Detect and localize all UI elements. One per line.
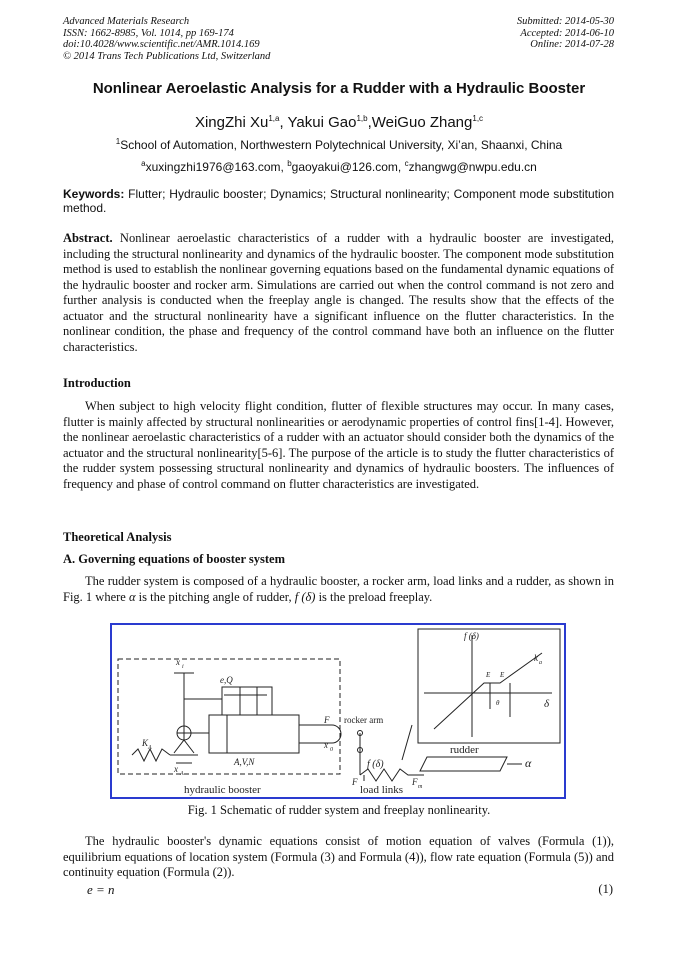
author-sup: 1,c	[472, 114, 484, 123]
author-sup: 1,a	[268, 114, 280, 123]
journal-doi: doi:10.4028/www.scientific.net/AMR.1014.169	[63, 39, 260, 50]
affiliation-text: School of Automation, Northwestern Polytechnical University, Xi’an, Shaanxi, China	[120, 138, 563, 152]
submitted-date: Submitted: 2014-05-30	[516, 16, 614, 27]
label-hydraulic-booster: hydraulic booster	[184, 784, 261, 796]
figure-caption: Fig. 1 Schematic of rudder system and freeplay nonlinearity.	[187, 803, 491, 817]
email-list	[0, 160, 678, 174]
graph-e1: E	[486, 671, 491, 679]
online-date: Online: 2014-07-28	[530, 39, 614, 50]
email-link[interactable]: xuxingzhi1976@163.com,	[145, 160, 288, 174]
label-fdelta: f (δ)	[367, 759, 384, 770]
label-F: F	[324, 715, 330, 725]
author-sep: ,	[279, 114, 288, 131]
abstract-label: Abstract.	[63, 231, 113, 245]
theory-text: is the preload freeplay.	[315, 589, 433, 604]
abstract	[63, 231, 614, 355]
author-sup: 1,b	[356, 114, 368, 123]
label-xi: x	[176, 657, 180, 667]
author-sep: ,	[367, 114, 372, 131]
label-load-links: load links	[360, 784, 404, 796]
email-sup: a	[141, 159, 146, 168]
graph-ka-sub: a	[539, 660, 542, 666]
affiliation-sup: 1	[115, 137, 121, 146]
label-xi-sub: i	[182, 664, 184, 670]
label-x0-sub: 0	[330, 747, 333, 753]
paper-title: Nonlinear Aeroelastic Analysis for a Rudder with a Hydraulic Booster	[92, 80, 586, 97]
label-rudder: rudder	[450, 744, 479, 756]
abstract-text: Nonlinear aeroelastic characteristics of a rudder with a hydraulic booster are investigated, including the structural nonlinearity and dynamics of the hydraulic booster. The component mode substitution method is used to establish the nonlinear governing equations based on the fundamental dynamic equations of the hydraulic booster and rocker arm. Simulations are carried out when the control command is not zero and further analysis is conducted when the freeplay angle is changed. The results show that the effects of the actuator and the structural nonlinearity have a significant influence on the flutter characteristics. In the nonlinear condition, the phase and frequency of the control command have both an influence on the flutter characteristics.	[63, 231, 614, 354]
label-xa-sub: A	[180, 771, 184, 777]
label-x0: x	[324, 740, 328, 750]
section-heading-theory: Theoretical Analysis	[63, 530, 172, 544]
label-avn: A,V,N	[234, 757, 255, 767]
freeplay-symbol: f (δ)	[294, 589, 316, 604]
equation-number: (1)	[598, 882, 613, 896]
graph-ka: k	[534, 653, 538, 663]
keywords-label: Keywords:	[63, 187, 125, 201]
submission-dates	[517, 16, 614, 51]
figure-1	[110, 623, 566, 799]
section-heading-introduction: Introduction	[63, 376, 131, 390]
graph-theta: θ	[496, 699, 500, 707]
journal-info	[63, 16, 270, 62]
graph-e2: E	[500, 671, 505, 679]
email-sup: b	[287, 159, 292, 168]
theory-paragraph-2: The hydraulic booster's dynamic equations consist of motion equation of valves (Formula (1)), equilibrium equations of location system (Formula (3) and Formula (4)), flow rate equation (Formula (5)) and continuity equation (Formula (2)).	[63, 834, 614, 879]
author-name: Yakui Gao	[287, 114, 357, 131]
author-name: WeiGuo Zhang	[371, 114, 473, 131]
keywords	[63, 187, 614, 215]
email-link[interactable]: zhangwg@nwpu.edu.cn	[408, 160, 537, 174]
label-xa: x	[174, 764, 178, 774]
theory-paragraph-1	[63, 574, 614, 605]
accepted-date: Accepted: 2014-06-10	[520, 27, 614, 39]
journal-issn: ISSN: 1662-8985, Vol. 1014, pp 169-174	[63, 27, 234, 39]
label-ka: K	[142, 738, 149, 748]
alpha-symbol: α	[128, 589, 136, 604]
label-alpha: α	[525, 756, 532, 770]
graph-delta: δ	[544, 698, 550, 710]
journal-name: Advanced Materials Research	[63, 16, 190, 27]
introduction-paragraph: When subject to high velocity flight condition, flutter of flexible structures may occur. In many cases, flutter is mainly affected by structural nonlinearities or aerodynamic properties of control fins[1-4]. However, the nonlinear aeroelastic characteristics of a rudder with an actuator should consider both the dynamics of the actuator and the structural nonlinearity[5-6]. The purpose of the article is to study the flutter characteristics of the rudder system possessing structural nonlinearity and dynamics of hydraulic boosters. The influences of frequency and phase of control command on flutter characteristics are investigated.	[63, 399, 614, 491]
label-eq: e,Q	[220, 675, 233, 685]
keywords-text: Flutter; Hydraulic booster; Dynamics; Structural nonlinearity; Component mode substitution method.	[63, 187, 614, 215]
subsection-heading: A. Governing equations of booster system	[63, 552, 285, 566]
journal-copyright: © 2014 Trans Tech Publications Ltd, Switzerland	[63, 50, 271, 62]
label-rocker-arm: rocker arm	[344, 715, 384, 725]
graph-title: f (δ)	[464, 631, 479, 641]
label-fm: F	[412, 777, 418, 787]
label-ka-sub: A	[148, 745, 152, 751]
theory-text: is the pitching angle of rudder,	[135, 589, 295, 604]
email-sup: c	[404, 159, 409, 168]
rudder-schematic	[112, 625, 564, 797]
equation-1: e = n	[87, 882, 115, 897]
author-list	[0, 114, 678, 131]
theory-text: The rudder system is composed of a hydraulic booster, a rocker arm, load links and a rudder, as shown in Fig. 1 where	[63, 574, 614, 604]
author-name: XingZhi Xu	[194, 114, 269, 131]
label-fm-sub: m	[418, 784, 423, 790]
affiliation	[0, 138, 678, 152]
email-link[interactable]: gaoyakui@126.com,	[291, 160, 405, 174]
label-F2: F	[352, 777, 358, 787]
